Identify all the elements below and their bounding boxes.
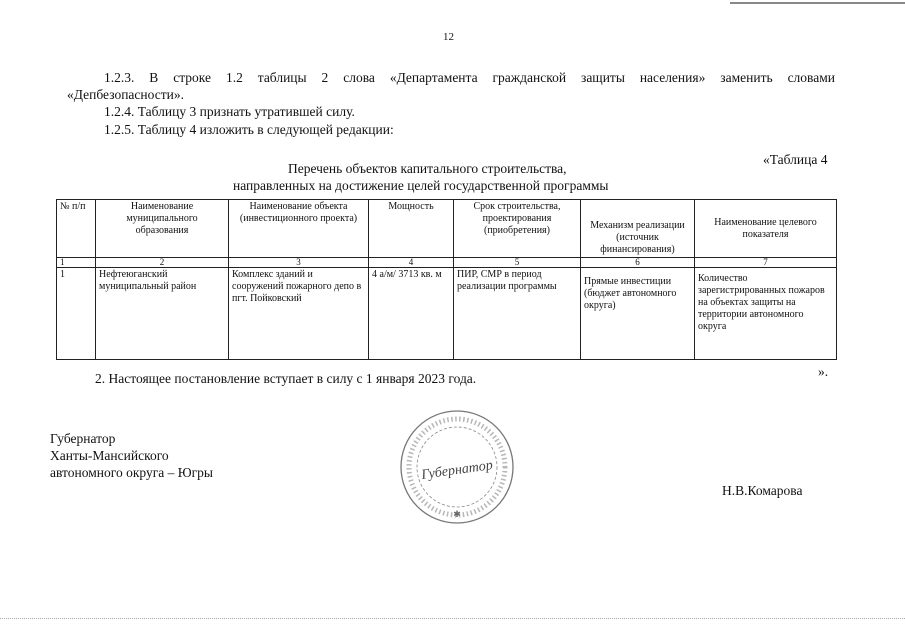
paragraph-1-2-5: 1.2.5. Таблицу 4 изложить в следующей редакции: bbox=[104, 122, 394, 137]
paragraph-1-2-3-line2: «Депбезопасности». bbox=[67, 87, 184, 102]
table-cell: Нефтеюганский муниципальный район bbox=[96, 268, 229, 360]
signatory-position-line2: Ханты-Мансийского bbox=[50, 448, 169, 463]
table-cell: 1 bbox=[57, 268, 96, 360]
paragraph-2: 2. Настоящее постановление вступает в силу с 1 января 2023 года. bbox=[95, 371, 477, 386]
official-seal bbox=[398, 408, 516, 526]
table-row bbox=[57, 268, 837, 360]
header-cell: Мощность bbox=[369, 200, 454, 258]
header-cell: Механизм реализации (источник финансирования) bbox=[581, 200, 695, 258]
column-number-cell: 3 bbox=[229, 258, 369, 268]
closing-quote: ». bbox=[818, 364, 829, 379]
paragraph-1-2-4: 1.2.4. Таблицу 3 признать утратившей силу. bbox=[104, 104, 355, 119]
column-number-cell: 2 bbox=[96, 258, 229, 268]
column-number-cell: 4 bbox=[369, 258, 454, 268]
page-number: 12 bbox=[443, 31, 454, 43]
header-cell: Наименование целевого показателя bbox=[695, 200, 837, 258]
column-number-cell: 1 bbox=[57, 258, 96, 268]
paragraph-1-2-3-line1: 1.2.3. В строке 1.2 таблицы 2 слова «Департамента гражданской защиты населения» заменить словами bbox=[104, 70, 835, 85]
signatory-position-line1: Губернатор bbox=[50, 431, 116, 446]
scan-bottom-edge bbox=[0, 618, 905, 619]
table-cell: ПИР, СМР в период реализации программы bbox=[454, 268, 581, 360]
svg-text:✱: ✱ bbox=[453, 510, 461, 520]
column-number-cell: 7 bbox=[695, 258, 837, 268]
table-title-line1: Перечень объектов капитального строительства, bbox=[288, 161, 567, 176]
signatory-name: Н.В.Комарова bbox=[722, 483, 803, 498]
table-title-line2: направленных на достижение целей государственной программы bbox=[233, 178, 609, 193]
header-cell: Срок строительства, проектирования (приобретения) bbox=[454, 200, 581, 258]
header-cell: № п/п bbox=[57, 200, 96, 258]
header-cell: Наименование муниципального образования bbox=[96, 200, 229, 258]
signatory-position-line3: автономного округа – Югры bbox=[50, 465, 213, 480]
table-cell: Комплекс зданий и сооружений пожарного депо в пгт. Пойковский bbox=[229, 268, 369, 360]
capital-objects-table bbox=[56, 199, 837, 360]
seal-center-text: Губернатор bbox=[420, 458, 494, 483]
column-number-cell: 6 bbox=[581, 258, 695, 268]
scan-edge-line bbox=[730, 2, 905, 4]
column-number-row bbox=[57, 258, 837, 268]
table-cell: 4 а/м/ 3713 кв. м bbox=[369, 268, 454, 360]
table-cell: Прямые инвестиции (бюджет автономного округа) bbox=[581, 268, 695, 360]
table-header-row bbox=[57, 200, 837, 258]
header-cell: Наименование объекта (инвестиционного проекта) bbox=[229, 200, 369, 258]
table-cell: Количество зарегистрированных пожаров на объектах защиты на территории автономного округа bbox=[695, 268, 837, 360]
table-label: «Таблица 4 bbox=[763, 152, 828, 167]
column-number-cell: 5 bbox=[454, 258, 581, 268]
